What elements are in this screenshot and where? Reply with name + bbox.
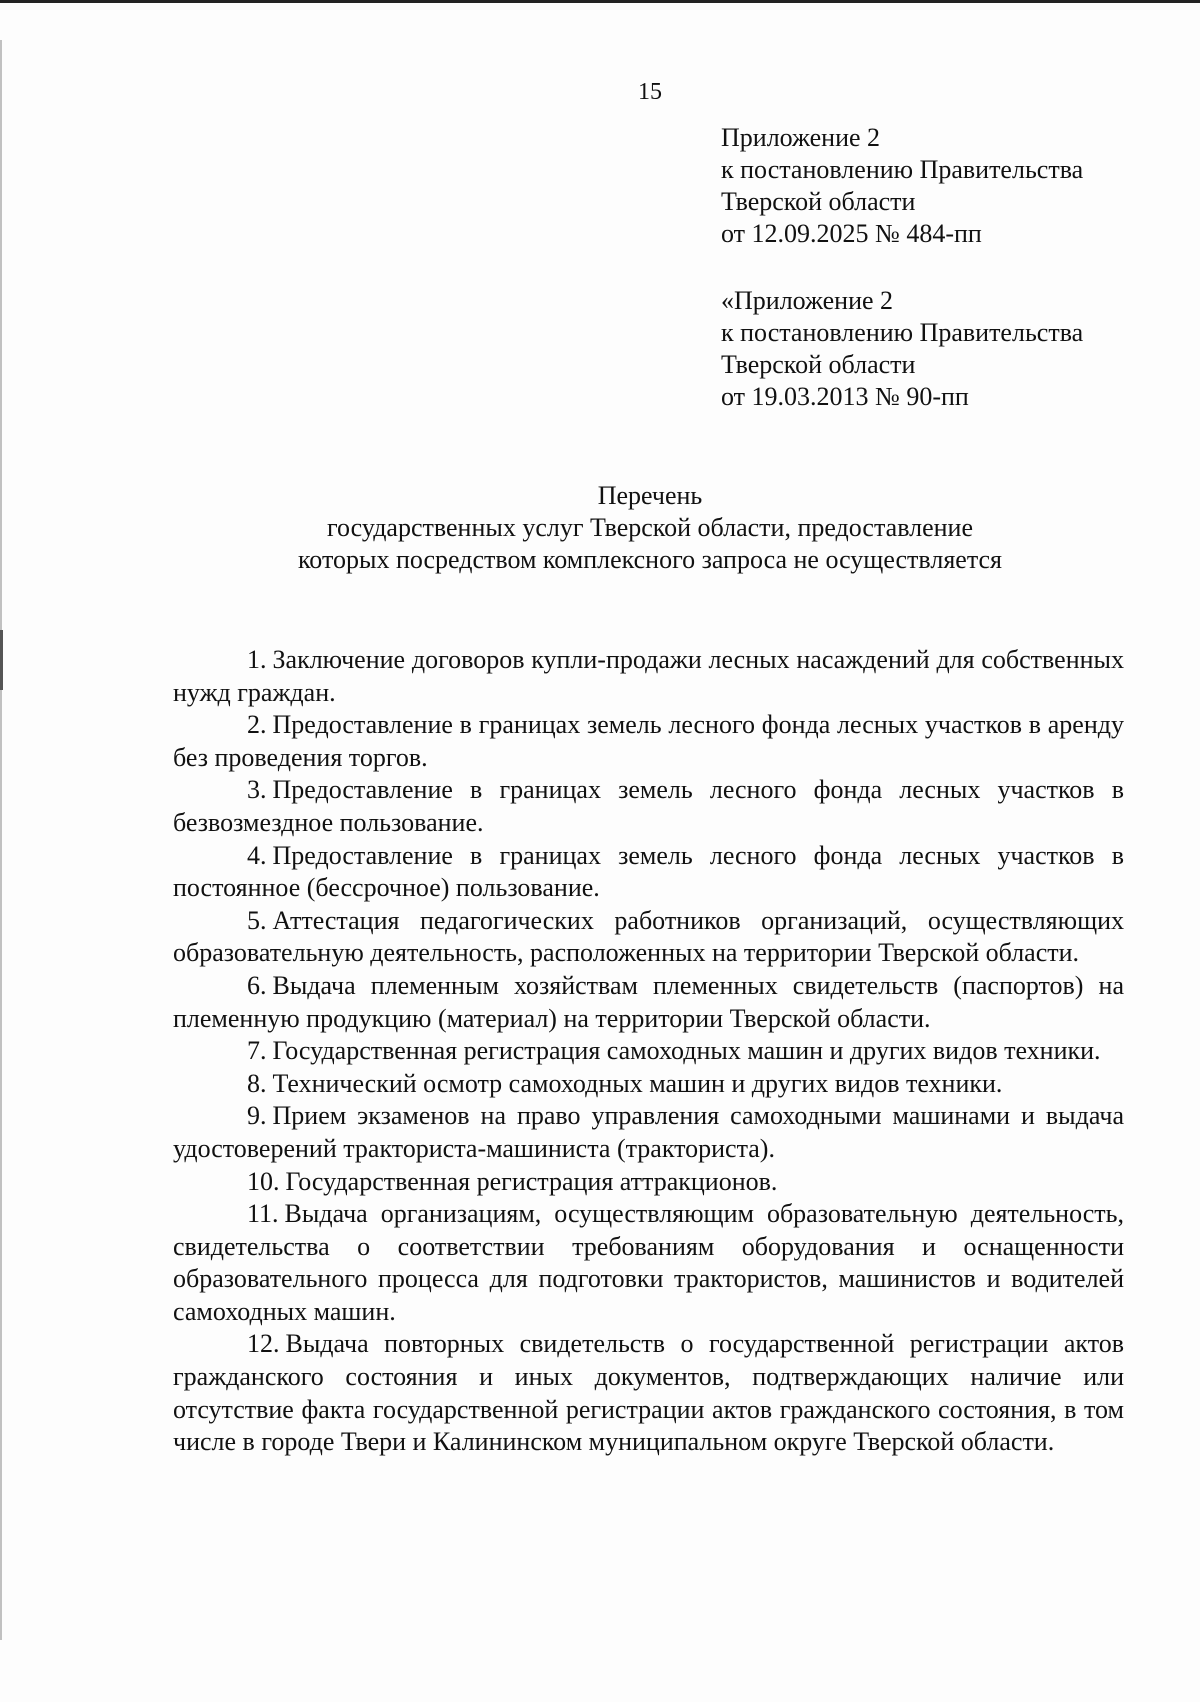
appendix-current bbox=[721, 122, 1083, 250]
list-item-text: Технический осмотр самоходных машин и других видов техники. bbox=[272, 1068, 1003, 1098]
list-item bbox=[173, 1328, 1124, 1458]
list-item-number: 5. bbox=[247, 905, 267, 935]
title-line: Перечень bbox=[597, 481, 703, 510]
list-item bbox=[173, 774, 1124, 839]
list-item-number: 2. bbox=[247, 710, 267, 740]
list-item-text: Предоставление в границах земель лесного фонда лесных участков в постоянное (бессрочное) пользование. bbox=[173, 840, 1124, 903]
appendix-original-line: «Приложение 2 bbox=[721, 286, 894, 315]
list-item-text: Выдача племенным хозяйствам племенных свидетельств (паспортов) на племенную продукцию (материал) на территории Тверской области. bbox=[173, 970, 1124, 1033]
list-item-number: 7. bbox=[247, 1036, 267, 1066]
list-item-text: Выдача организациям, осуществляющим образовательную деятельность, свидетельства о соответствии требованиям оборудования и оснащенности образовательного процесса для подготовки трактористов, машинистов и водителей самоходных машин. bbox=[173, 1199, 1124, 1326]
list-item-text: Прием экзаменов на право управления самоходными машинами и выдача удостоверений тракториста-машиниста (тракториста). bbox=[173, 1101, 1124, 1163]
list-item-text: Выдача повторных свидетельств о государственной регистрации актов гражданского состояния и иных документов, подтверждающих наличие или отсутствие факта государственной регистрации актов гражданского состояния, в том числе в городе Твери и Калининском муниципальном округе Тверской области. bbox=[173, 1329, 1124, 1457]
list-item-number: 11. bbox=[247, 1199, 279, 1229]
list-item bbox=[173, 644, 1124, 709]
appendix-current-line: от 12.09.2025 № 484-пп bbox=[721, 219, 982, 248]
list-item bbox=[173, 1035, 1124, 1068]
list-item-number: 10. bbox=[247, 1166, 280, 1196]
title-line: государственных услуг Тверской области, предоставление bbox=[326, 513, 974, 542]
list-item bbox=[173, 709, 1124, 774]
scan-edge-mark bbox=[0, 630, 3, 690]
appendix-original-line: к постановлению Правительства bbox=[721, 318, 1084, 347]
list-item-text: Предоставление в границах земель лесного фонда лесных участков в безвозмездное пользование. bbox=[173, 775, 1124, 837]
appendix-original bbox=[721, 285, 1083, 413]
list-item-number: 6. bbox=[247, 970, 267, 1000]
list-item-text: Государственная регистрация аттракционов. bbox=[285, 1166, 778, 1196]
appendix-current-line: Приложение 2 bbox=[721, 123, 881, 152]
appendix-original-line: Тверской области bbox=[721, 350, 916, 379]
appendix-current-line: к постановлению Правительства bbox=[721, 155, 1084, 184]
list-item bbox=[173, 1100, 1124, 1165]
list-item-text: Заключение договоров купли-продажи лесных насаждений для собственных нужд граждан. bbox=[173, 645, 1124, 707]
list-item-text: Государственная регистрация самоходных машин и других видов техники. bbox=[272, 1036, 1101, 1066]
list-item-text: Предоставление в границах земель лесного фонда лесных участков в аренду без проведения торгов. bbox=[173, 710, 1124, 772]
appendix-original-line: от 19.03.2013 № 90-пп bbox=[721, 382, 969, 411]
scan-edge-left bbox=[0, 40, 2, 1640]
scan-edge-top bbox=[0, 0, 1200, 3]
document-title bbox=[150, 480, 1150, 576]
list-item-number: 8. bbox=[247, 1068, 267, 1098]
list-item-text: Аттестация педагогических работников организаций, осуществляющих образовательную деятельность, расположенных на территории Тверской области. bbox=[173, 905, 1124, 968]
list-item-number: 9. bbox=[247, 1101, 267, 1131]
page-number: 15 bbox=[638, 79, 662, 105]
list-item-number: 4. bbox=[247, 840, 267, 870]
list-item bbox=[173, 1166, 1124, 1199]
list-item bbox=[173, 1198, 1124, 1328]
appendix-current-line: Тверской области bbox=[721, 187, 916, 216]
list-item bbox=[173, 905, 1124, 970]
list-item-number: 3. bbox=[247, 775, 267, 805]
services-list bbox=[173, 644, 1124, 1459]
list-item bbox=[173, 1068, 1124, 1101]
list-item bbox=[173, 840, 1124, 905]
list-item-number: 12. bbox=[247, 1329, 280, 1359]
list-item-number: 1. bbox=[247, 645, 267, 674]
title-line: которых посредством комплексного запроса не осуществляется bbox=[297, 545, 1003, 574]
list-item bbox=[173, 970, 1124, 1035]
